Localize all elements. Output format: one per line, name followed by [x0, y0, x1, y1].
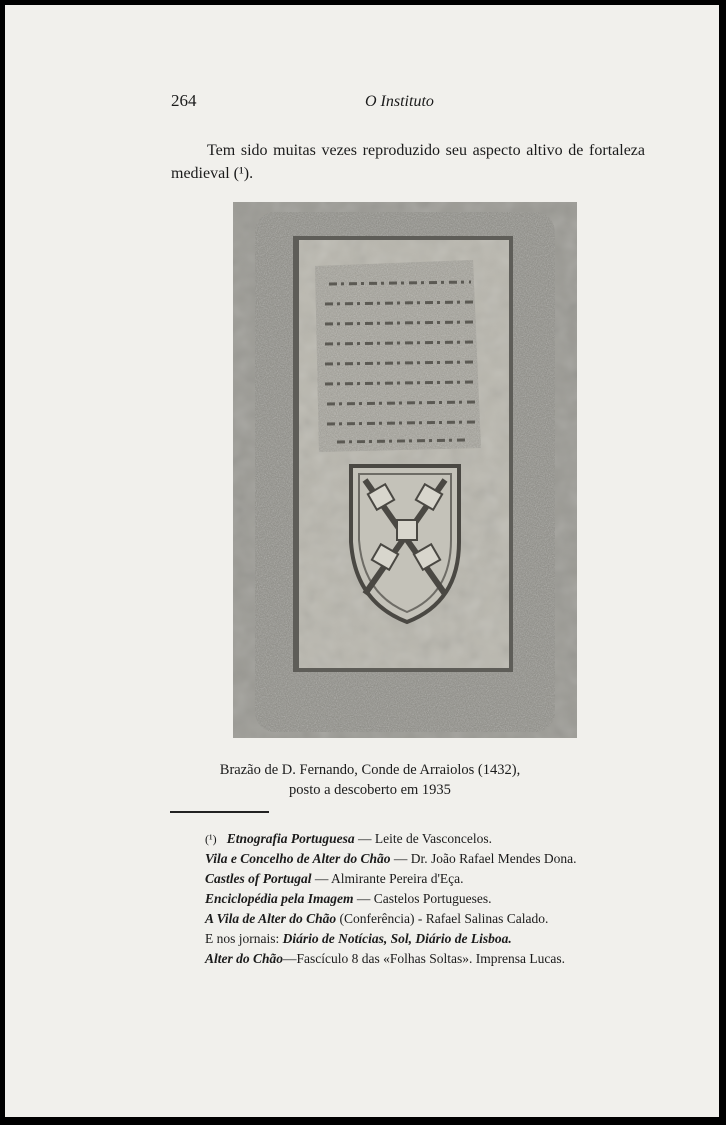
footnote-1 [205, 829, 645, 849]
caption-line-1: Brazão de D. Fernando, Conde de Arraiolos (1432), [219, 762, 521, 778]
coat-of-arms-photograph [233, 202, 577, 738]
footnote-4-rest: — Castelos Portugueses. [353, 891, 492, 906]
footnote-2 [205, 849, 645, 869]
body-paragraph: Tem sido muitas vezes reproduzido seu aspecto altivo de fortaleza medieval (¹). [171, 142, 645, 182]
caption-line-2: posto a descoberto em 1935 [289, 782, 451, 798]
footnote-3 [205, 869, 645, 889]
footnote-6-title: Diário de Notícias, Sol, Diário de Lisboa. [282, 931, 512, 946]
figure-caption [165, 760, 575, 800]
footnote-3-rest: — Almirante Pereira d'Eça. [311, 871, 464, 886]
footnote-marker: (¹) [205, 832, 217, 846]
footnote-5-title: A Vila de Alter do Chão [205, 911, 337, 926]
footnote-1-rest: — Leite de Vasconcelos. [354, 831, 492, 846]
footnote-7-rest: —Fascículo 8 das «Folhas Soltas». Imprensa Lucas. [283, 951, 565, 966]
footnotes [205, 829, 645, 969]
page-header [5, 91, 719, 113]
footnote-6 [205, 929, 645, 949]
book-page [5, 5, 719, 1117]
footnote-2-rest: — Dr. João Rafael Mendes Dona. [390, 851, 577, 866]
stone-relief-image [233, 202, 577, 738]
footnote-2-title: Vila e Concelho de Alter do Chão [205, 851, 391, 866]
footnote-1-title: Etnografia Portuguesa [226, 831, 355, 846]
footnote-rule [170, 811, 269, 813]
footnote-4 [205, 889, 645, 909]
footnote-4-title: Enciclopédia pela Imagem [205, 891, 354, 906]
footnote-7 [205, 949, 645, 969]
footnote-7-title: Alter do Chão [205, 951, 284, 966]
footnote-5 [205, 909, 645, 929]
page-number: 264 [171, 91, 197, 110]
footnote-5-rest: (Conferência) - Rafael Salinas Calado. [336, 911, 549, 926]
running-title: O Instituto [365, 93, 434, 110]
body-text [171, 139, 645, 185]
footnote-6-lead: E nos jornais: [205, 931, 283, 946]
footnote-3-title: Castles of Portugal [205, 871, 312, 886]
